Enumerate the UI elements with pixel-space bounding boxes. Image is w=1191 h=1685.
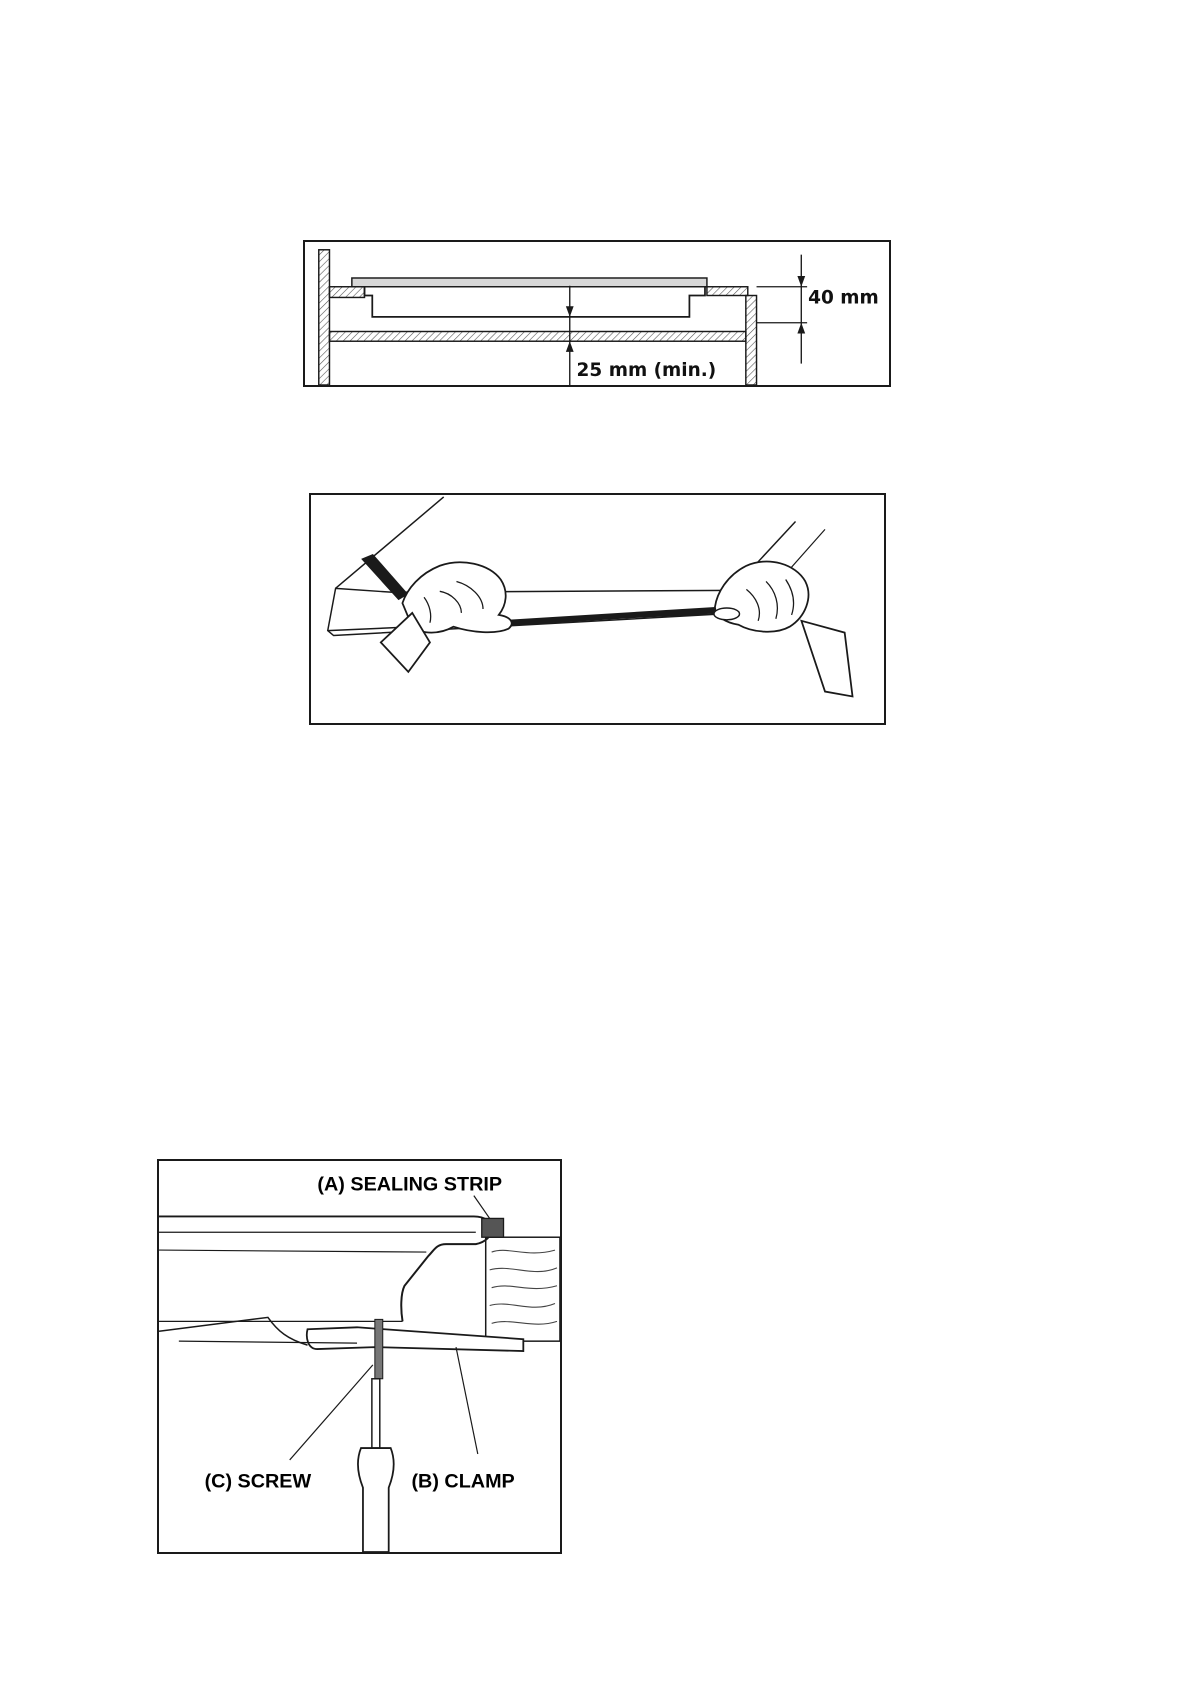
right-thumb	[714, 608, 740, 620]
screwdriver-shaft	[372, 1379, 380, 1448]
height-arrow-top	[797, 276, 805, 287]
height-label: 40 mm	[808, 287, 879, 309]
right-cabinet-wall	[746, 296, 757, 385]
screw-label: (C) SCREW	[204, 1470, 312, 1493]
right-worktop	[707, 287, 748, 296]
sealing-strip-leader	[474, 1196, 490, 1219]
worktop-block	[486, 1237, 560, 1341]
clearance-arrow-up	[566, 306, 574, 317]
right-hand	[715, 561, 808, 631]
hob-body-line	[159, 1250, 426, 1252]
shelf	[329, 331, 745, 341]
cross-section-diagram	[303, 240, 891, 387]
clearance-arrow-down	[566, 341, 574, 352]
screw-shaft	[375, 1319, 383, 1378]
sealing-strip-label: (A) SEALING STRIP	[317, 1173, 503, 1196]
clamp-fixing-diagram	[157, 1159, 562, 1554]
sealing-strip-section	[482, 1218, 504, 1237]
sealing-strip-application-drawing	[311, 495, 884, 723]
clearance-label: 25 mm (min.)	[576, 360, 717, 382]
left-hand	[402, 562, 511, 632]
clamp-label: (B) CLAMP	[411, 1470, 515, 1493]
cross-section-drawing	[305, 242, 889, 385]
hob-top-plate	[352, 278, 707, 287]
sealing-strip-application-illustration	[309, 493, 886, 725]
hob-body	[365, 287, 705, 317]
left-worktop	[329, 287, 364, 298]
left-cabinet-wall	[319, 250, 330, 385]
height-arrow-bottom	[797, 323, 805, 334]
clamp-leader	[456, 1347, 478, 1454]
clamp-fixing-drawing	[159, 1161, 560, 1552]
screw-leader	[290, 1365, 373, 1460]
right-sleeve	[801, 621, 852, 697]
screwdriver-handle	[358, 1448, 394, 1552]
